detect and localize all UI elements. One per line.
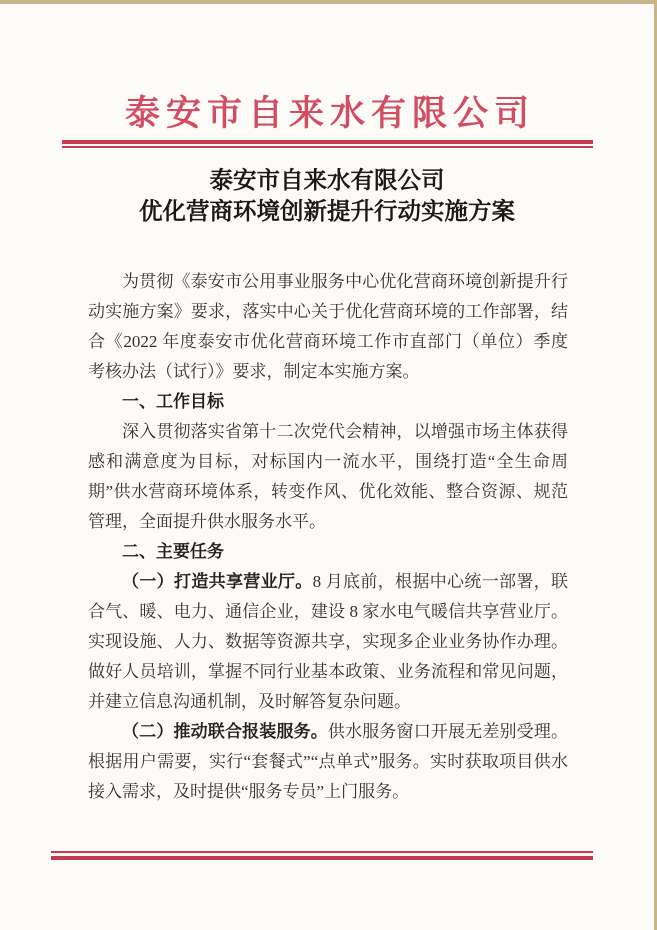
paragraph-text: 二、主要任务: [122, 542, 224, 561]
footer-divider: [51, 851, 593, 860]
paragraph-text: 8 月底前，根据中心统一部署，联合气、暖、电力、通信企业，建设 8 家水电气暖信共享营业厅。实现设施、人力、数据等资源共享，实现多企业业务协作办理。做好人员培训，掌握不同行业基本政策、业务流程和常见问题，并建立信息沟通机制，及时解答复杂问题。: [88, 572, 569, 711]
document-title-line2: 优化营商环境创新提升行动实施方案: [139, 199, 515, 225]
paragraph-text: 一、工作目标: [122, 392, 224, 411]
document-page: [0, 4, 654, 930]
document-body: [88, 267, 568, 807]
document-title-line1: 泰安市自来水有限公司: [209, 168, 445, 194]
paragraph-lead: （一）打造共享营业厅。: [122, 572, 313, 591]
body-paragraph: [88, 567, 568, 717]
paragraph-lead: （二）推动联合报装服务。: [122, 722, 328, 741]
header-divider: [62, 140, 593, 148]
paragraph-text: 供水服务窗口开展无差别受理。根据用户需要，实行“套餐式”“点单式”服务。实时获取项目供水接入需求，及时提供“服务专员”上门服务。: [88, 722, 569, 801]
letterhead-title: 泰安市自来水有限公司: [124, 94, 535, 133]
body-paragraph: [88, 267, 568, 387]
body-paragraph: [88, 417, 568, 537]
document-title: [0, 166, 654, 228]
section-heading: [88, 387, 568, 417]
paragraph-text: 深入贯彻落实省第十二次党代会精神，以增强市场主体获得感和满意度为目标，对标国内一流水平，围绕打造“全生命周期”供水营商环境体系，转变作风、优化效能、整合资源、规范管理，全面提升供水服务水平。: [88, 422, 568, 531]
paragraph-text: 为贯彻《泰安市公用事业服务中心优化营商环境创新提升行动实施方案》要求，落实中心关于优化营商环境的工作部署，结合《2022 年度泰安市优化营商环境工作市直部门（单位）季度考核办法（试行）》要求，制定本实施方案。: [88, 272, 568, 381]
section-heading: [88, 537, 568, 567]
body-paragraph: [88, 717, 568, 807]
